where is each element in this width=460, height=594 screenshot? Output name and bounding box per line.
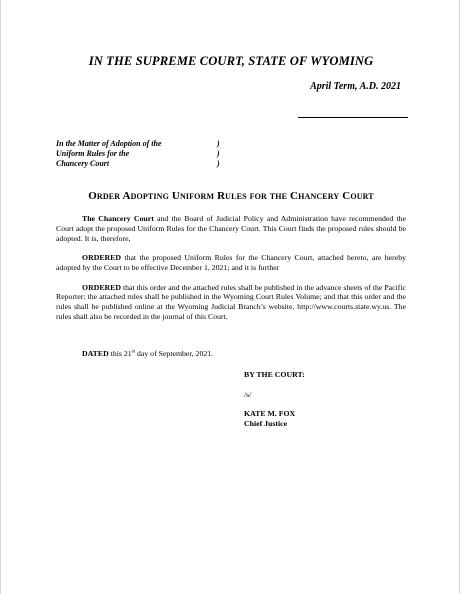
body-paragraph — [56, 253, 406, 273]
paragraph-text: and the Board of Judicial Policy and Administration have recommended the Court adopt the proposed Uniform Rules for the Chancery Court. This Court finds the proposed rules should be adopted. It is, therefore, — [56, 214, 406, 243]
caption-paren: ) — [217, 159, 220, 168]
caption-line: Uniform Rules for the — [56, 149, 130, 158]
caption-row — [56, 159, 276, 169]
paragraph-text: that the proposed Uniform Rules for the Chancery Court, attached hereto, are hereby adopted by the Court to be effective December 1, 2021; and it is further — [56, 253, 406, 272]
dated-line — [82, 349, 213, 358]
paragraph-lead: ORDERED — [82, 253, 121, 263]
caption-row — [56, 139, 276, 149]
caption-row — [56, 149, 276, 159]
body-paragraph — [56, 283, 406, 322]
caption-paren: ) — [217, 139, 220, 148]
docket-line — [298, 117, 408, 118]
signer-title: Chief Justice — [244, 418, 288, 428]
paragraph-lead: ORDERED — [82, 282, 121, 292]
signature-mark: /s/ — [244, 389, 252, 399]
order-body — [56, 214, 406, 322]
paragraph-text: that this order and the attached rules shall be published in the advance sheets of the Pacific Reporter; the attached rules shall be published in the Wyoming Court Rules Volume; and that this order and the rules shall be published online at the Wyoming Judicial Branch’s website, http://www.courts.state.wy.us. The rules shall also be recorded in the journal of this Court. — [56, 282, 406, 321]
signature-block — [244, 370, 305, 428]
caption-line: Chancery Court — [56, 159, 110, 168]
paragraph-lead: The Chancery Court — [82, 214, 154, 223]
dated-ordinal: st — [131, 349, 136, 355]
body-paragraph — [56, 214, 406, 243]
case-caption — [56, 139, 276, 169]
by-the-court: BY THE COURT: — [244, 370, 305, 379]
caption-line: In the Matter of Adoption of the — [56, 139, 162, 148]
court-header: IN THE SUPREME COURT, STATE OF WYOMING — [88, 54, 374, 68]
caption-paren: ) — [217, 149, 220, 158]
dated-pre: this 21 — [108, 349, 132, 358]
dated-post: day of September, 2021. — [135, 349, 214, 358]
order-title: Order Adopting Uniform Rules for the Chancery Court — [88, 190, 374, 202]
term-label: April Term, A.D. 2021 — [310, 81, 401, 92]
signer-name: KATE M. FOX — [244, 409, 296, 419]
dated-lead: DATED — [82, 349, 109, 358]
